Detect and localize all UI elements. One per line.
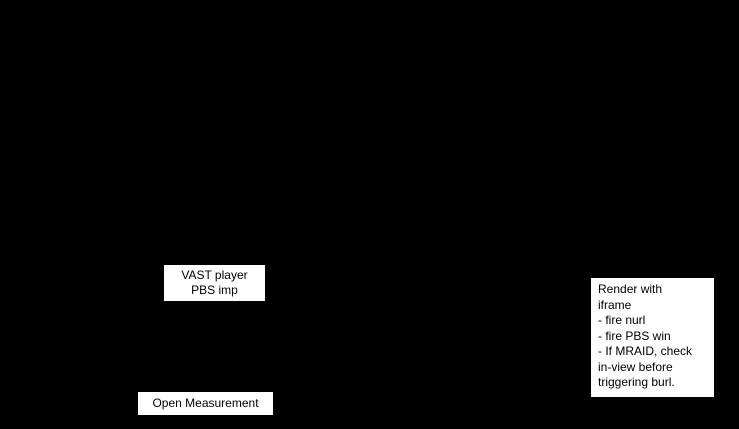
node-render-iframe-line-3: - fire nurl xyxy=(598,313,646,327)
node-render-iframe-line-7: triggering burl. xyxy=(598,375,675,389)
node-render-iframe-line-2: iframe xyxy=(598,297,632,312)
node-vast-player[interactable] xyxy=(163,264,266,302)
node-render-iframe-line-1: Render with xyxy=(598,282,663,296)
node-render-iframe-line-6: in-view before xyxy=(598,359,673,374)
node-vast-player-line-1: VAST player xyxy=(181,268,248,282)
node-render-iframe-line-4: - fire PBS win xyxy=(598,328,671,343)
node-open-measurement[interactable] xyxy=(137,391,274,416)
node-render-with-iframe[interactable] xyxy=(590,277,715,398)
node-vast-player-line-2: PBS imp xyxy=(191,283,238,297)
node-render-iframe-line-5: - If MRAID, check xyxy=(598,344,693,358)
node-open-measurement-label: Open Measurement xyxy=(152,396,259,410)
